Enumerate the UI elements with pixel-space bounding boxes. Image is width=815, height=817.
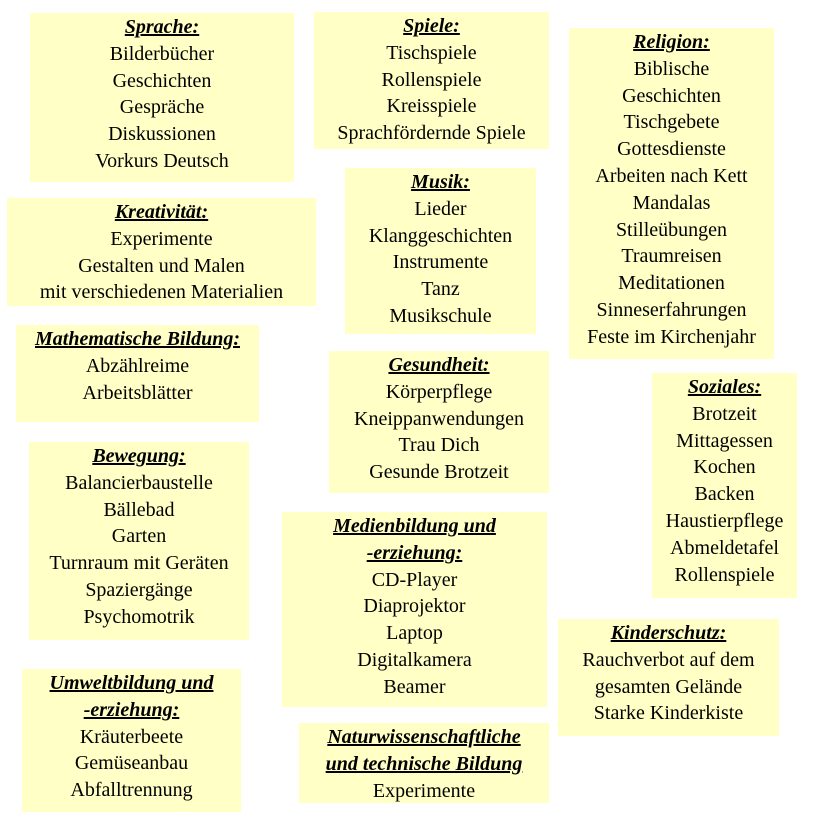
box-item: Gestalten und Malen [78,254,245,277]
box-item: Diskussionen [108,123,216,146]
box-mathematik [16,325,259,422]
box-item: Rauchverbot auf dem [582,648,755,671]
box-item: Arbeitsblätter [82,381,193,404]
box-title: Medienbildung und [333,515,496,537]
box-item: Lieder [414,197,467,220]
box-item: Abzählreime [85,354,190,377]
box-item: Kochen [693,456,756,479]
box-item: Traumreisen [621,245,722,268]
box-item: Balancierbaustelle [65,471,213,494]
box-item: Starke Kinderkiste [593,702,744,725]
box-item: Sprachfördernde Spiele [337,122,526,145]
box-item: Kreisspiele [386,95,477,118]
box-item: Gottesdienste [617,138,726,161]
box-item: Haustierpflege [665,509,784,532]
box-title: -erziehung: [366,541,463,564]
box-kinderschutz [558,619,779,736]
box-item: Körperpflege [385,380,493,403]
box-item: gesamten Gelände [594,675,743,698]
box-item: Biblische [633,57,710,80]
box-title: Umweltbildung und [49,672,214,694]
box-item: Bällebad [103,498,175,521]
box-item: Kneippanwendungen [354,407,524,430]
box-title: Spiele: [403,15,460,37]
box-title: Musik: [411,171,470,193]
box-item: Gemüseanbau [74,752,189,775]
box-item: Musikschule [389,304,492,327]
box-musik [345,168,536,334]
box-item: Abfalltrennung [70,779,193,802]
box-item: Sinneserfahrungen [596,298,747,321]
box-item: Beamer [383,675,446,698]
box-title: Soziales: [687,376,762,398]
box-medien [282,512,547,707]
box-item: Backen [694,483,755,506]
box-religion [569,28,774,359]
box-title: Naturwissenschaftliche [327,726,521,748]
box-bewegung [29,442,249,640]
box-item: Meditationen [618,272,725,295]
box-title: Mathematische Bildung: [34,328,241,350]
box-item: Mittagessen [676,429,773,452]
box-spiele [314,12,549,149]
box-item: Bilderbücher [109,42,215,65]
box-sprache [30,13,294,182]
box-soziales [652,373,797,598]
box-natur [299,723,549,803]
box-item: Experimente [110,227,213,250]
box-title: Kinderschutz: [610,622,727,644]
box-item: Stilleübungen [615,218,728,241]
box-item: Brotzeit [692,402,757,425]
box-item: Psychomotrik [83,605,195,628]
box-item: Vorkurs Deutsch [95,149,229,172]
box-title: Kreativität: [114,201,209,223]
box-item: Abmeldetafel [670,536,779,559]
box-item: Kräuterbeete [79,725,184,748]
box-item: Tanz [421,278,460,301]
box-kreativitaet [7,198,316,306]
box-gesundheit [329,351,549,493]
box-item: Gesunde Brotzeit [369,461,509,484]
box-item: Spaziergänge [85,578,193,601]
box-item: CD-Player [371,568,458,591]
box-item: Laptop [386,622,443,645]
box-item: Trau Dich [398,434,480,457]
box-item: Geschichten [622,84,721,107]
box-item: Tischspiele [386,41,477,64]
box-item: Klanggeschichten [368,224,513,247]
box-item: Feste im Kirchenjahr [587,325,756,348]
box-item: Digitalkamera [357,648,472,671]
box-title: Gesundheit: [388,354,490,376]
box-item: Diaprojektor [363,595,466,618]
box-item: Instrumente [392,251,489,274]
box-item: Rollenspiele [381,68,482,91]
box-title: Bewegung: [92,445,186,467]
box-item: Garten [111,525,167,548]
box-item: Turnraum mit Geräten [49,552,229,575]
box-item: Tischgebete [623,111,720,134]
box-item: Gespräche [119,96,205,119]
box-item: Geschichten [112,69,212,92]
box-title: Religion: [633,31,710,53]
box-item: Arbeiten nach Kett [595,164,748,187]
box-item: Rollenspiele [674,563,775,586]
box-item: Mandalas [632,191,711,214]
box-item: Experimente [372,779,476,802]
box-title: Sprache: [124,16,200,38]
box-title: und technische Bildung [325,752,523,775]
box-title: -erziehung: [83,698,180,721]
box-item: mit verschiedenen Materialien [39,281,284,304]
box-umwelt [22,669,241,812]
